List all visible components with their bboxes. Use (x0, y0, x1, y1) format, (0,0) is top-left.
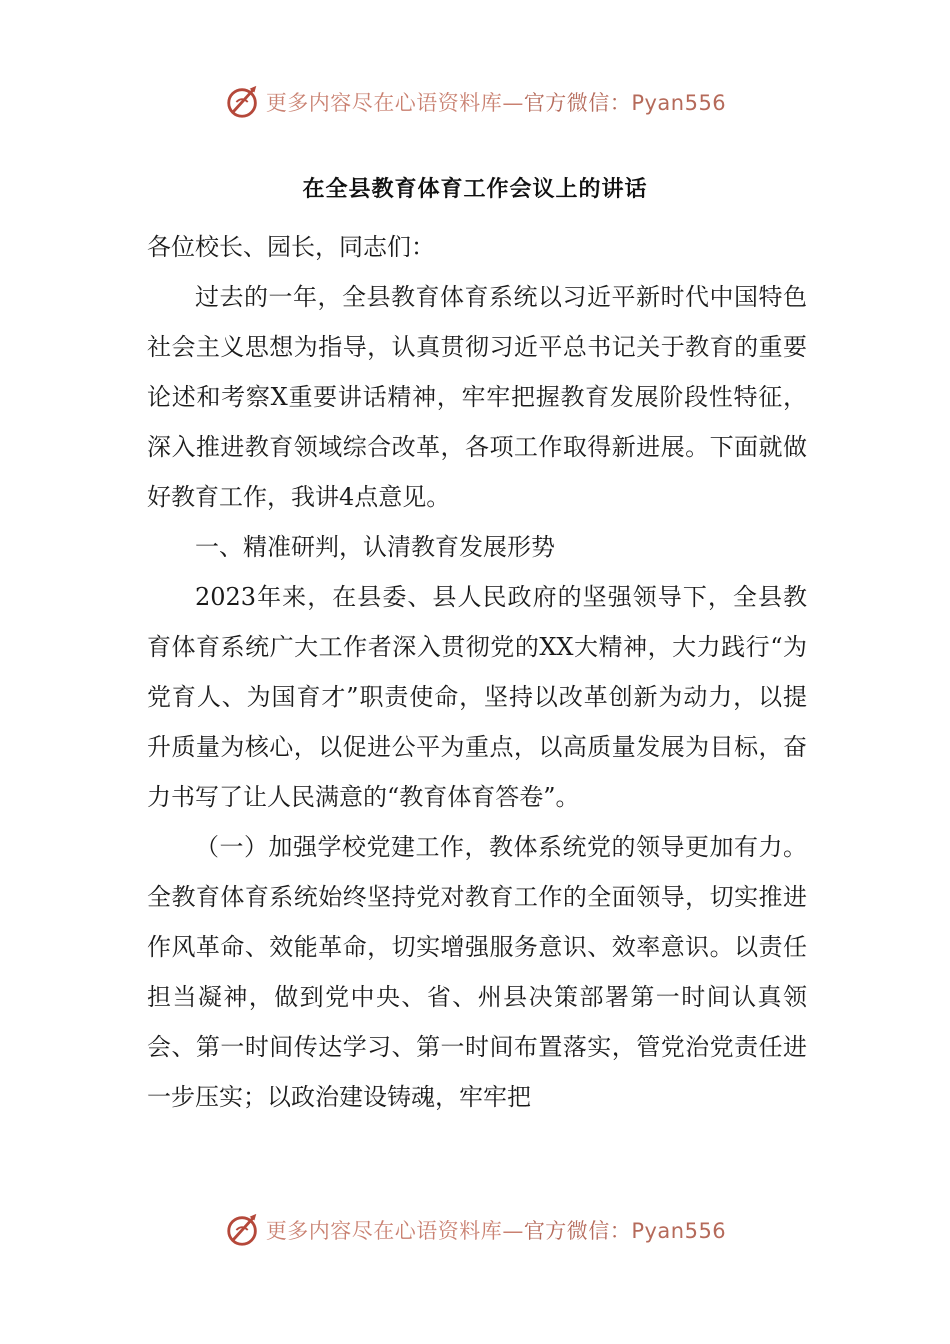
document-body (147, 222, 807, 1122)
watermark-wechat-id: Pyan556 (631, 1219, 727, 1243)
paragraph-intro: 过去的一年，全县教育体育系统以习近平新时代中国特色社会主义思想为指导，认真贯彻习近平总书记关于教育的重要论述和考察X重要讲话精神，牢牢把握教育发展阶段性特征，深入推进教育领域综合改革，各项工作取得新进展。下面就做好教育工作，我讲4点意见。 (147, 283, 807, 511)
paragraph-2023-review: 2023年来，在县委、县人民政府的坚强领导下，全县教育体育系统广大工作者深入贯彻党的XX大精神，大力践行“为党育人、为国育才”职责使命，坚持以改革创新为动力，以提升质量为核心，以促进公平为重点，以高质量发展为目标，奋力书写了让人民满意的“教育体育答卷”。 (147, 583, 807, 811)
watermark-wechat-label: 官方微信： (523, 91, 632, 115)
watermark-dash: — (502, 1219, 524, 1243)
watermark-text (266, 87, 726, 117)
header-watermark (0, 82, 950, 122)
salutation: 各位校长、园长，同志们： (147, 233, 435, 261)
section-heading-1: 一、精准研判，认清教育发展形势 (195, 533, 555, 561)
watermark-wechat-label: 官方微信： (523, 1219, 632, 1243)
watermark-text (266, 1215, 726, 1245)
watermark-wechat-id: Pyan556 (631, 91, 727, 115)
footer-watermark (0, 1210, 950, 1250)
watermark-brand: 更多内容尽在心语资料库 (265, 91, 503, 115)
brand-logo-icon (224, 1211, 262, 1249)
document-title: 在全县教育体育工作会议上的讲话 (302, 176, 648, 202)
brand-logo-icon (224, 83, 262, 121)
watermark-brand: 更多内容尽在心语资料库 (265, 1219, 503, 1243)
paragraph-party-building: （一）加强学校党建工作，教体系统党的领导更加有力。全教育体育系统始终坚持党对教育工作的全面领导，切实推进作风革命、效能革命，切实增强服务意识、效率意识。以责任担当凝神，做到党中央、省、州县决策部署第一时间认真领会、第一时间传达学习、第一时间布置落实，管党治党责任进一步压实；以政治建设铸魂，牢牢把 (147, 833, 807, 1111)
watermark-dash: — (502, 91, 524, 115)
